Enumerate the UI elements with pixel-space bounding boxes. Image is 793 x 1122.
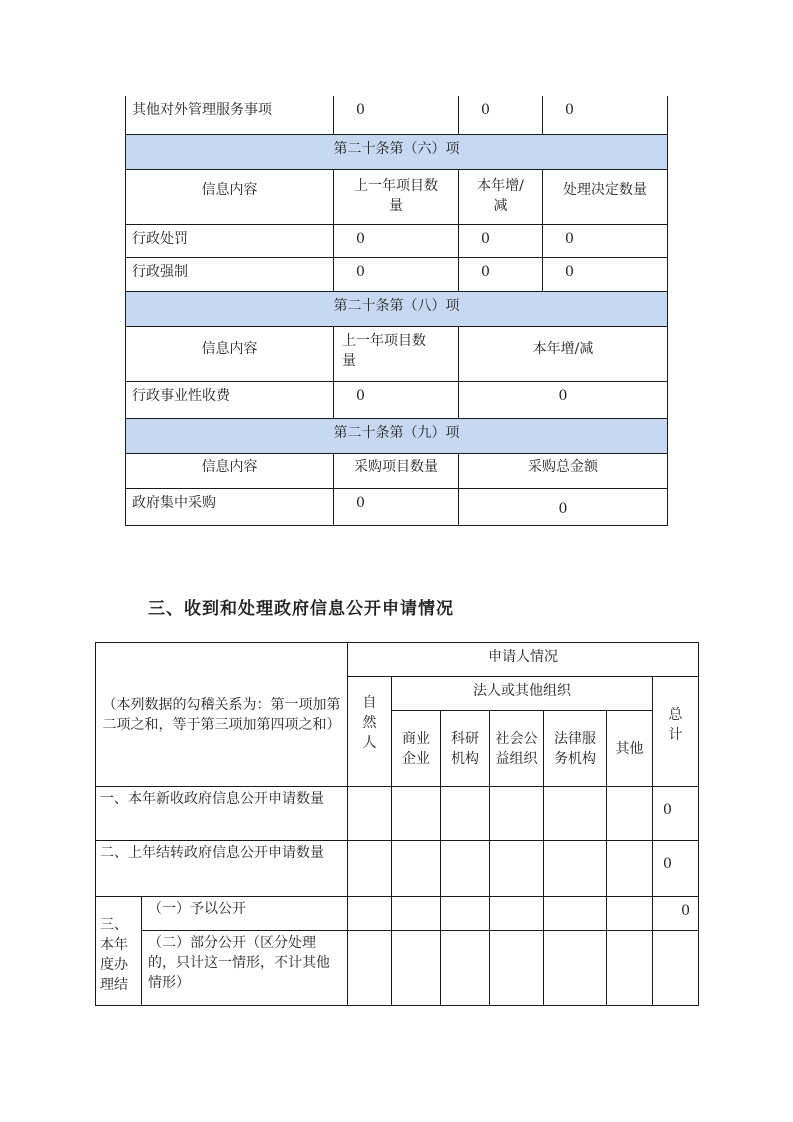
value-cell (348, 897, 392, 931)
column-header (459, 169, 543, 224)
header-line: 量 (342, 352, 356, 369)
value-cell: 0 (459, 257, 543, 291)
header-line: 减 (493, 197, 508, 214)
value-cell (392, 931, 441, 1006)
column-header: 处理决定数量 (543, 169, 668, 224)
total-cell: 0 (653, 841, 699, 897)
table-row (126, 488, 668, 525)
table-row (126, 224, 668, 257)
header-row (126, 453, 668, 488)
org-column-header: 其他 (607, 711, 653, 787)
value-cell: 0 (543, 96, 668, 134)
value-cell (392, 897, 441, 931)
section-heading: 三、收到和处理政府信息公开申请情况 (148, 599, 454, 619)
header-line: 本年增/ (477, 177, 524, 194)
value-cell (441, 787, 490, 841)
table-row (96, 897, 699, 931)
value-cell (607, 787, 653, 841)
value-cell (348, 841, 392, 897)
value-cell: 0 (459, 381, 668, 418)
value-cell: 0 (459, 96, 543, 134)
org-column-header: 社会公益组织 (490, 711, 544, 787)
section-band-row (126, 291, 668, 326)
row-label: （一）予以公开 (142, 897, 348, 931)
header-line: 上一年项目数 (354, 177, 438, 194)
table-row (96, 931, 699, 1006)
disclosure-items-table (125, 96, 668, 526)
row-label: 行政事业性收费 (126, 381, 334, 418)
value-cell: 0 (543, 257, 668, 291)
column-header: 本年增/减 (459, 326, 668, 381)
header-row (96, 643, 699, 677)
table-row (126, 96, 668, 134)
total-cell: 0 (653, 897, 699, 931)
header-line: 上一年项目数 (342, 332, 426, 349)
section-band-row (126, 418, 668, 453)
value-cell: 0 (334, 96, 459, 134)
applicant-header: 申请人情况 (348, 643, 699, 677)
column-header: 信息内容 (126, 169, 334, 224)
value-cell (490, 897, 544, 931)
value-cell (392, 787, 441, 841)
org-column-header: 商业企业 (392, 711, 441, 787)
org-column-header: 科研机构 (441, 711, 490, 787)
column-header: 信息内容 (126, 453, 334, 488)
column-header: 采购项目数量 (334, 453, 459, 488)
value-cell (348, 787, 392, 841)
value-cell (441, 897, 490, 931)
section-title: 第二十条第（九）项 (126, 418, 668, 453)
value-cell (544, 931, 607, 1006)
row-label: 行政强制 (126, 257, 334, 291)
value-cell: 0 (334, 488, 459, 525)
column-header: 信息内容 (126, 326, 334, 381)
value-cell (441, 931, 490, 1006)
value-cell (490, 931, 544, 1006)
column-header (334, 326, 459, 381)
section-title: 第二十条第（八）项 (126, 291, 668, 326)
row-label: 二、上年结转政府信息公开申请数量 (96, 841, 348, 897)
row-label: 一、本年新收政府信息公开申请数量 (96, 787, 348, 841)
table-row (96, 841, 699, 897)
note-cell: （本列数据的勾稽关系为：第一项加第二项之和，等于第三项加第四项之和） (96, 643, 348, 787)
section-title: 第二十条第（六）项 (126, 134, 668, 169)
header-line: 量 (389, 197, 403, 214)
org-column-header: 法律服务机构 (544, 711, 607, 787)
value-cell: 0 (543, 224, 668, 257)
value-cell (490, 841, 544, 897)
value-cell: 0 (459, 224, 543, 257)
value-cell (490, 787, 544, 841)
total-header: 总计 (653, 677, 699, 787)
value-cell: 0 (334, 257, 459, 291)
value-cell: 0 (459, 488, 668, 525)
section-band-row (126, 134, 668, 169)
value-cell: 0 (334, 224, 459, 257)
value-cell (544, 787, 607, 841)
row-label: 政府集中采购 (126, 488, 334, 525)
table-row (96, 787, 699, 841)
total-cell (653, 931, 699, 1006)
value-cell (348, 931, 392, 1006)
value-cell (544, 897, 607, 931)
row-label: 其他对外管理服务事项 (126, 96, 334, 134)
row-label: 行政处罚 (126, 224, 334, 257)
value-cell (607, 931, 653, 1006)
group-label: 三、本年度办理结 (96, 897, 142, 1006)
legal-org-header: 法人或其他组织 (392, 677, 653, 711)
header-row (126, 169, 668, 224)
header-row (126, 326, 668, 381)
total-cell: 0 (653, 787, 699, 841)
value-cell (607, 897, 653, 931)
table-row (126, 257, 668, 291)
applications-table (95, 642, 699, 1006)
natural-person-header: 自然人 (348, 677, 392, 787)
column-header: 采购总金额 (459, 453, 668, 488)
table-row (126, 381, 668, 418)
value-cell (544, 841, 607, 897)
value-cell (607, 841, 653, 897)
value-cell (392, 841, 441, 897)
row-label: （二）部分公开（区分处理的，只计这一情形，不计其他情形） (142, 931, 348, 1006)
column-header (334, 169, 459, 224)
value-cell (441, 841, 490, 897)
value-cell: 0 (334, 381, 459, 418)
